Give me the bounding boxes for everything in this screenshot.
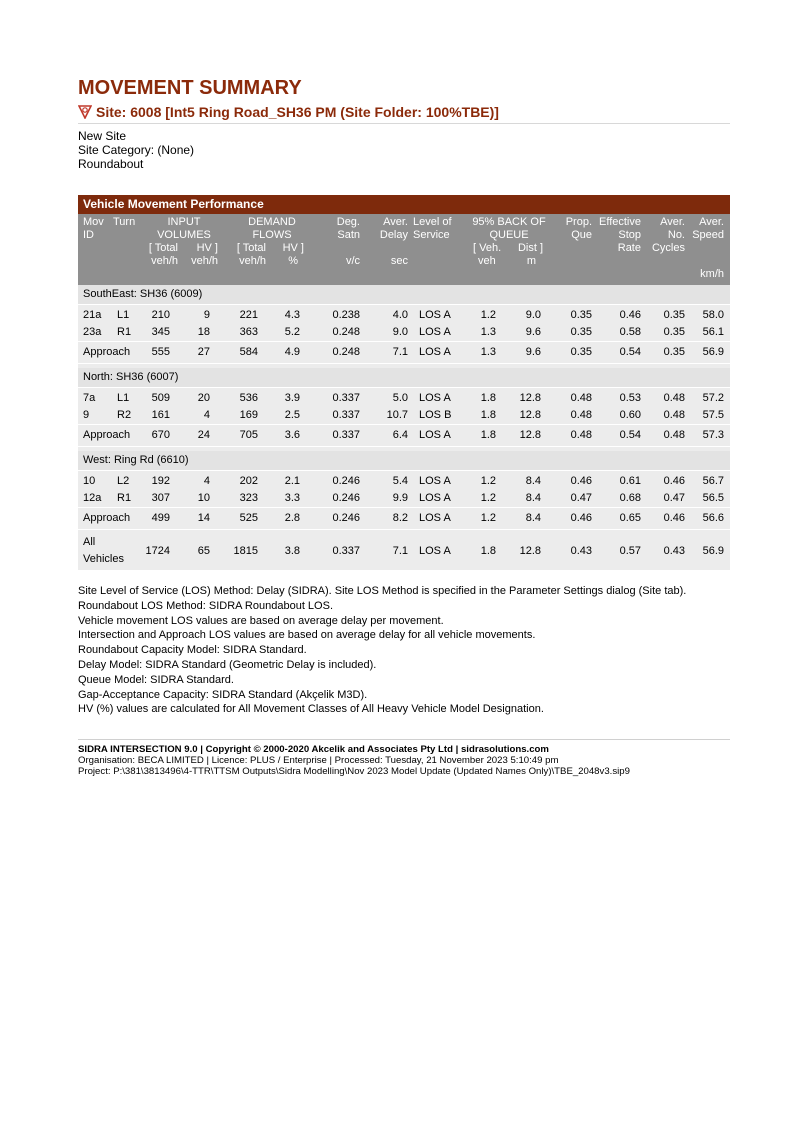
col-queue-sub: QUEUE xyxy=(489,229,529,241)
table-cell: 0.54 xyxy=(619,346,641,358)
table-cell: L1 xyxy=(117,309,130,321)
table-cell: 27 xyxy=(197,346,210,358)
table-cell: 192 xyxy=(151,475,170,487)
table-cell: 0.248 xyxy=(332,346,360,358)
table-cell: 1.2 xyxy=(480,475,496,487)
table-row xyxy=(78,324,730,341)
table-cell: 8.2 xyxy=(392,512,408,524)
table-cell: 0.43 xyxy=(570,545,592,557)
table-row xyxy=(78,473,730,490)
table-cell: 1.3 xyxy=(480,326,496,338)
col-delay: Aver. xyxy=(383,216,408,228)
footer-project: Project: P:\381\3813496\4-TTR\TTSM Outputs\Sidra Modelling\Nov 2023 Model Update (Updated Names Only)\TBE_2048v3.sip9 xyxy=(78,766,630,778)
table-cell: 5.4 xyxy=(392,475,408,487)
table-cell: 3.6 xyxy=(284,429,300,441)
col-input-total: [ Total xyxy=(148,242,178,254)
table-cell: Approach xyxy=(83,346,131,358)
table-cell: 57.5 xyxy=(702,409,724,421)
note-line: Roundabout Capacity Model: SIDRA Standard. xyxy=(78,644,307,657)
table-cell: 1.2 xyxy=(480,492,496,504)
table-cell: 24 xyxy=(197,429,210,441)
table-cell: 0.61 xyxy=(619,475,641,487)
table-cell: 0.48 xyxy=(570,429,592,441)
col-id: ID xyxy=(83,229,94,241)
col-effective-sub: Stop xyxy=(618,229,641,241)
table-cell: 12.8 xyxy=(519,545,541,557)
col-prop: Prop. xyxy=(565,216,592,228)
page xyxy=(78,76,730,777)
table-cell: 9.6 xyxy=(525,346,541,358)
col-unit: veh/h xyxy=(191,255,218,267)
table-cell: 705 xyxy=(239,429,258,441)
approach-group-title: SouthEast: SH36 (6009) xyxy=(78,285,730,304)
col-unit: veh/h xyxy=(239,255,266,267)
table-cell: LOS A xyxy=(419,392,451,404)
table-cell: 2.1 xyxy=(284,475,300,487)
table-cell: Approach xyxy=(83,429,131,441)
col-input: INPUT xyxy=(167,216,201,228)
col-mov: Mov xyxy=(83,216,104,228)
footer xyxy=(78,739,730,777)
col-deg: Deg. xyxy=(336,216,360,228)
table-cell: LOS B xyxy=(419,409,452,421)
site-meta xyxy=(78,129,730,171)
table-cell: 0.35 xyxy=(570,326,592,338)
table-cell: LOS A xyxy=(419,309,451,321)
footer-organisation: Organisation: BECA LIMITED | Licence: PLUS / Enterprise | Processed: Tuesday, 21 November 2023 5:10:49 pm xyxy=(78,755,559,767)
table-cell: 2.8 xyxy=(284,512,300,524)
table-cell: 9.0 xyxy=(525,309,541,321)
table-cell: 525 xyxy=(239,512,258,524)
table-cell: 363 xyxy=(239,326,258,338)
col-input-hv: HV ] xyxy=(196,242,218,254)
table-cell: 3.3 xyxy=(284,492,300,504)
movement-table xyxy=(78,195,730,570)
table-cell: 1.8 xyxy=(480,409,496,421)
table-cell: 9.0 xyxy=(392,326,408,338)
col-delay-sub: Delay xyxy=(379,229,408,241)
col-deg-sub: Satn xyxy=(337,229,360,241)
table-cell: 1815 xyxy=(233,545,258,557)
table-cell: 323 xyxy=(239,492,258,504)
table-cell: 0.248 xyxy=(332,326,360,338)
roundabout-icon xyxy=(78,105,92,119)
table-cell: LOS A xyxy=(419,429,451,441)
table-cell: 161 xyxy=(151,409,170,421)
col-speed: Aver. xyxy=(699,216,724,228)
approach-group-title: North: SH36 (6007) xyxy=(78,368,730,387)
table-cell: 21a xyxy=(83,309,102,321)
table-cell: L2 xyxy=(117,475,130,487)
col-unit: veh/h xyxy=(151,255,178,267)
table-cell: 0.337 xyxy=(332,429,360,441)
col-speed-sub: Speed xyxy=(692,229,724,241)
table-cell: 0.246 xyxy=(332,475,360,487)
table-cell: LOS A xyxy=(419,492,451,504)
note-line: Vehicle movement LOS values are based on average delay per movement. xyxy=(78,614,444,627)
site-heading xyxy=(78,103,730,121)
table-cell: 0.54 xyxy=(619,429,641,441)
table-cell: 536 xyxy=(239,392,258,404)
table-cell: 0.46 xyxy=(570,512,592,524)
table-cell: 2.5 xyxy=(284,409,300,421)
table-cell: LOS A xyxy=(419,326,451,338)
table-cell: 9 xyxy=(83,409,90,421)
col-cycles: Aver. xyxy=(660,216,685,228)
table-cell: Approach xyxy=(83,512,131,524)
note-line: Delay Model: SIDRA Standard (Geometric Delay is included). xyxy=(78,658,377,671)
approach-row xyxy=(78,344,730,363)
table-cell: 56.7 xyxy=(702,475,724,487)
table-cell: 1.3 xyxy=(480,346,496,358)
table-cell: L1 xyxy=(117,392,130,404)
table-title: Vehicle Movement Performance xyxy=(78,195,730,214)
col-unit: km/h xyxy=(700,268,724,280)
table-cell: R1 xyxy=(117,326,132,338)
table-cell: 0.35 xyxy=(663,326,685,338)
table-cell: 509 xyxy=(151,392,170,404)
col-demand-total: [ Total xyxy=(236,242,266,254)
table-cell: 4 xyxy=(203,409,210,421)
table-cell: 0.238 xyxy=(332,309,360,321)
approach-group-title: West: Ring Rd (6610) xyxy=(78,451,730,470)
col-demand: DEMAND xyxy=(248,216,296,228)
table-row xyxy=(78,307,730,324)
table-cell: 5.2 xyxy=(284,326,300,338)
table-cell: R2 xyxy=(117,409,132,421)
table-cell: 0.337 xyxy=(332,545,360,557)
table-cell: 14 xyxy=(197,512,210,524)
col-effective: Effective xyxy=(599,216,641,228)
table-cell: 12.8 xyxy=(519,429,541,441)
table-cell: 20 xyxy=(197,392,210,404)
table-cell: 0.47 xyxy=(570,492,592,504)
col-turn: Turn xyxy=(113,216,136,228)
table-row xyxy=(78,390,730,407)
col-demand-sub: FLOWS xyxy=(252,229,292,241)
note-line: Gap-Acceptance Capacity: SIDRA Standard (Akçelik M3D). xyxy=(78,688,368,701)
table-cell: 10 xyxy=(197,492,210,504)
table-cell: 56.9 xyxy=(702,346,724,358)
table-cell: 23a xyxy=(83,326,102,338)
table-cell: 8.4 xyxy=(525,512,541,524)
table-cell: 10.7 xyxy=(386,409,408,421)
col-unit: v/c xyxy=(345,255,360,267)
table-cell: 8.4 xyxy=(525,475,541,487)
table-cell: 10 xyxy=(83,475,96,487)
table-cell: 7.1 xyxy=(392,346,408,358)
table-cell: 0.46 xyxy=(663,512,685,524)
table-cell: 0.246 xyxy=(332,512,360,524)
note-line: Roundabout LOS Method: SIDRA Roundabout LOS. xyxy=(78,599,333,612)
table-cell: LOS A xyxy=(419,512,451,524)
table-body xyxy=(78,285,730,570)
table-cell: 7a xyxy=(83,392,96,404)
table-cell: 9 xyxy=(203,309,210,321)
page-title: MOVEMENT SUMMARY xyxy=(78,77,302,99)
table-cell: 1.8 xyxy=(480,545,496,557)
col-input-sub: VOLUMES xyxy=(157,229,211,241)
note-line: Site Level of Service (LOS) Method: Delay (SIDRA). Site LOS Method is specified in the Parameter Settings dialog (Site tab). xyxy=(78,585,687,597)
table-cell: 12.8 xyxy=(519,392,541,404)
table-cell: 0.337 xyxy=(332,409,360,421)
table-cell: 0.46 xyxy=(663,475,685,487)
table-cell: 307 xyxy=(151,492,170,504)
table-cell: 1724 xyxy=(145,545,170,557)
table-cell: 4.3 xyxy=(284,309,300,321)
table-cell: 0.47 xyxy=(663,492,685,504)
col-unit: sec xyxy=(390,255,408,267)
table-cell: R1 xyxy=(117,492,132,504)
col-queue: 95% BACK OF xyxy=(472,216,546,228)
table-cell: 4 xyxy=(203,475,210,487)
table-cell: 65 xyxy=(197,545,210,557)
table-cell: 56.6 xyxy=(702,512,724,524)
table-cell: 584 xyxy=(239,346,258,358)
table-cell: 9.9 xyxy=(392,492,408,504)
note-line: HV (%) values are calculated for All Movement Classes of All Heavy Vehicle Model Designation. xyxy=(78,703,544,716)
table-cell: 56.9 xyxy=(702,545,724,557)
table-cell: 1.2 xyxy=(480,309,496,321)
table-cell: 9.6 xyxy=(525,326,541,338)
table-cell: 3.8 xyxy=(284,545,300,557)
table-cell: 0.246 xyxy=(332,492,360,504)
table-cell: LOS A xyxy=(419,545,451,557)
table-row xyxy=(78,407,730,424)
table-cell: 221 xyxy=(239,309,258,321)
table-cell: 0.35 xyxy=(570,309,592,321)
table-cell: 0.58 xyxy=(619,326,641,338)
footer-copyright: SIDRA INTERSECTION 9.0 | Copyright © 2000-2020 Akcelik and Associates Pty Ltd | sidrasolutions.com xyxy=(78,744,549,756)
col-prop-sub: Que xyxy=(571,229,592,241)
note-line: Intersection and Approach LOS values are based on average delay for all vehicle movements. xyxy=(78,629,536,642)
table-cell: 1.8 xyxy=(480,429,496,441)
table-cell: 56.1 xyxy=(702,326,724,338)
table-cell: 1.2 xyxy=(480,512,496,524)
table-cell: 57.2 xyxy=(702,392,724,404)
table-header xyxy=(78,214,730,285)
table-cell: 0.68 xyxy=(619,492,641,504)
col-los: Level of xyxy=(413,216,452,228)
table-cell: 0.337 xyxy=(332,392,360,404)
col-cycles-sub: No. xyxy=(667,229,685,241)
table-cell: 58.0 xyxy=(702,309,724,321)
col-unit: % xyxy=(288,255,298,267)
col-unit: m xyxy=(526,255,536,267)
table-cell: 0.48 xyxy=(663,392,685,404)
table-cell: 4.9 xyxy=(284,346,300,358)
table-cell: 0.46 xyxy=(570,475,592,487)
table-cell: LOS A xyxy=(419,346,451,358)
table-cell: 0.46 xyxy=(619,309,641,321)
table-cell: 0.48 xyxy=(570,409,592,421)
table-cell: 0.57 xyxy=(619,545,641,557)
table-cell: 7.1 xyxy=(392,545,408,557)
table-cell: 0.48 xyxy=(570,392,592,404)
table-cell: 5.0 xyxy=(392,392,408,404)
table-cell: 12a xyxy=(83,492,102,504)
table-cell: 0.35 xyxy=(570,346,592,358)
table-cell: 8.4 xyxy=(525,492,541,504)
table-cell: 202 xyxy=(239,475,258,487)
table-cell: 0.48 xyxy=(663,429,685,441)
note-line: Queue Model: SIDRA Standard. xyxy=(78,673,234,686)
table-cell: 57.3 xyxy=(702,429,724,441)
col-demand-hv: HV ] xyxy=(282,242,304,254)
table-row xyxy=(78,490,730,507)
approach-row xyxy=(78,427,730,446)
table-cell: 0.65 xyxy=(619,512,641,524)
meta-line: Roundabout xyxy=(78,157,144,171)
meta-line: New Site xyxy=(78,129,127,143)
table-cell: 6.4 xyxy=(392,429,408,441)
approach-row xyxy=(78,510,730,529)
heading-divider xyxy=(78,123,730,124)
meta-line: Site Category: (None) xyxy=(78,143,195,157)
all-vehicles-label: Vehicles xyxy=(83,553,124,565)
table-cell: 169 xyxy=(239,409,258,421)
table-cell: 0.43 xyxy=(663,545,685,557)
col-effective-sub: Rate xyxy=(617,242,641,254)
table-cell: 555 xyxy=(151,346,170,358)
table-cell: 0.35 xyxy=(663,346,685,358)
table-cell: 345 xyxy=(151,326,170,338)
site-label: Site: 6008 [Int5 Ring Road_SH36 PM (Site Folder: 100%TBE)] xyxy=(96,104,499,120)
table-cell: 670 xyxy=(151,429,170,441)
notes xyxy=(78,584,730,717)
table-cell: 56.5 xyxy=(702,492,724,504)
table-cell: 1.8 xyxy=(480,392,496,404)
col-unit: veh xyxy=(478,255,496,267)
table-cell: 0.53 xyxy=(619,392,641,404)
col-cycles-sub: Cycles xyxy=(651,242,685,254)
col-queue-dist: Dist ] xyxy=(517,242,543,254)
table-cell: 210 xyxy=(151,309,170,321)
table-cell: 18 xyxy=(197,326,210,338)
table-cell: 0.60 xyxy=(619,409,641,421)
all-vehicles-label: All xyxy=(83,536,96,548)
col-queue-veh: [ Veh. xyxy=(473,242,502,254)
table-cell: 3.9 xyxy=(284,392,300,404)
table-cell: 0.35 xyxy=(663,309,685,321)
all-vehicles-row xyxy=(78,534,730,570)
table-cell: LOS A xyxy=(419,475,451,487)
table-cell: 12.8 xyxy=(519,409,541,421)
table-cell: 4.0 xyxy=(392,309,408,321)
col-los-sub: Service xyxy=(413,229,450,241)
table-cell: 499 xyxy=(151,512,170,524)
table-cell: 0.48 xyxy=(663,409,685,421)
